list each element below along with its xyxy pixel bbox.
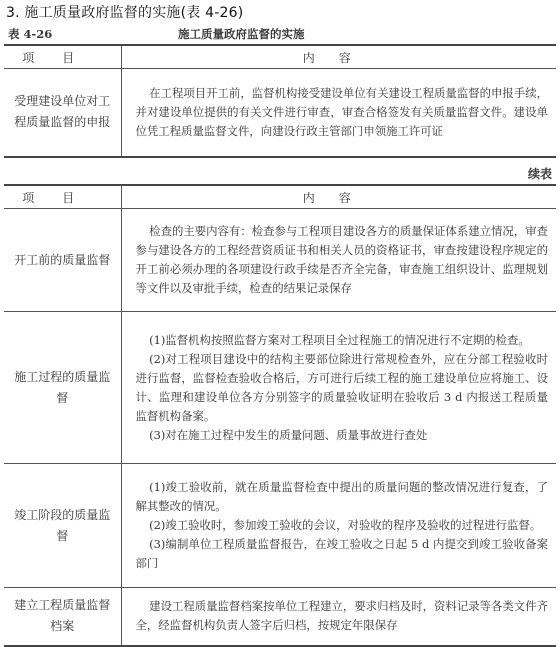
table-row: [4, 312, 556, 464]
content-paragraph: (1)竣工验收前，就在质量监督检查中提出的质量问题的整改情况进行复查，了解其整改的情况。: [135, 480, 548, 513]
table-row: [4, 588, 556, 646]
table-row: [4, 69, 556, 157]
header-content: 内容: [121, 45, 556, 69]
content-paragraph: (3)对在施工过程中发生的质量问题、质量事故进行查处: [149, 427, 428, 442]
table-row: [4, 209, 556, 312]
supervision-table-part1: [4, 44, 556, 158]
content-paragraph: 建设工程质量监督档案按单位工程建立，要求归档及时，资料记录等各类文件齐全，经监督机构负责人签字后归档，按规定年限保存: [135, 599, 548, 633]
table-title: 施工质量政府监督的实施: [178, 27, 305, 41]
row-content: [121, 588, 556, 646]
row-content: [121, 464, 556, 588]
table-row: [4, 464, 556, 588]
section-heading: 3. 施工质量政府监督的实施(表 4-26): [6, 5, 244, 21]
content-paragraph: 在工程项目开工前，监督机构接受建设单位有关建设工程质量监督的申报手续，并对建设单位提供的有关文件进行审查，审查合格签发有关质量监督文件。建设单位凭工程质量监督文件，向建设行政主管部门申领施工许可证: [135, 85, 548, 138]
table-number: 表 4-26: [8, 27, 53, 41]
header-item: 项目: [4, 45, 121, 69]
content-paragraph: (3)编制单位工程质量监督报告，在竣工验收之日起 5 d 内提交到竣工验收备案部门: [135, 537, 548, 570]
row-item-label: 施工过程的质量监督: [4, 312, 121, 464]
row-item-label: 竣工阶段的质量监督: [4, 464, 121, 588]
content-paragraph: 检查的主要内容有：检查参与工程项目建设各方的质量保证体系建立情况，审查参与建设各方的工程经营资质证书和相关人员的资格证书，审查按建设程序规定的开工前必须办理的各项建设行政手续是否齐全完备，审查施工组织设计、监理规划等文件以及审批手续，检查的结果记录保存: [135, 224, 548, 295]
table-header-row: [4, 185, 556, 209]
supervision-table-part2: [4, 184, 556, 647]
row-content: [121, 209, 556, 312]
row-item-label: 开工前的质量监督: [4, 209, 121, 312]
row-item-label: 受理建设单位对工程质量监督的申报: [4, 69, 121, 157]
row-content: [121, 312, 556, 464]
content-paragraph: (1)监督机构按照监督方案对工程项目全过程施工的情况进行不定期的检查。: [149, 332, 530, 347]
header-content: 内容: [121, 185, 556, 209]
table-header-row: [4, 45, 556, 69]
continued-label: 续表: [527, 167, 552, 181]
row-item-label: 建立工程质量监督档案: [4, 588, 121, 646]
row-content: [121, 69, 556, 157]
content-paragraph: (2)对工程项目建设中的结构主要部位除进行常规检查外，应在分部工程验收时进行监督，监督检查验收合格后，方可进行后续工程的施工建设单位应将施工、设计、监理和建设单位各方分别签字的质量验收证明在验收后 3 d 内报送工程质量监督机构备案。: [135, 351, 548, 423]
header-item: 项目: [4, 185, 121, 209]
content-paragraph: (2)竣工验收时，参加竣工验收的会议，对验收的程序及验收的过程进行监督。: [149, 518, 542, 532]
